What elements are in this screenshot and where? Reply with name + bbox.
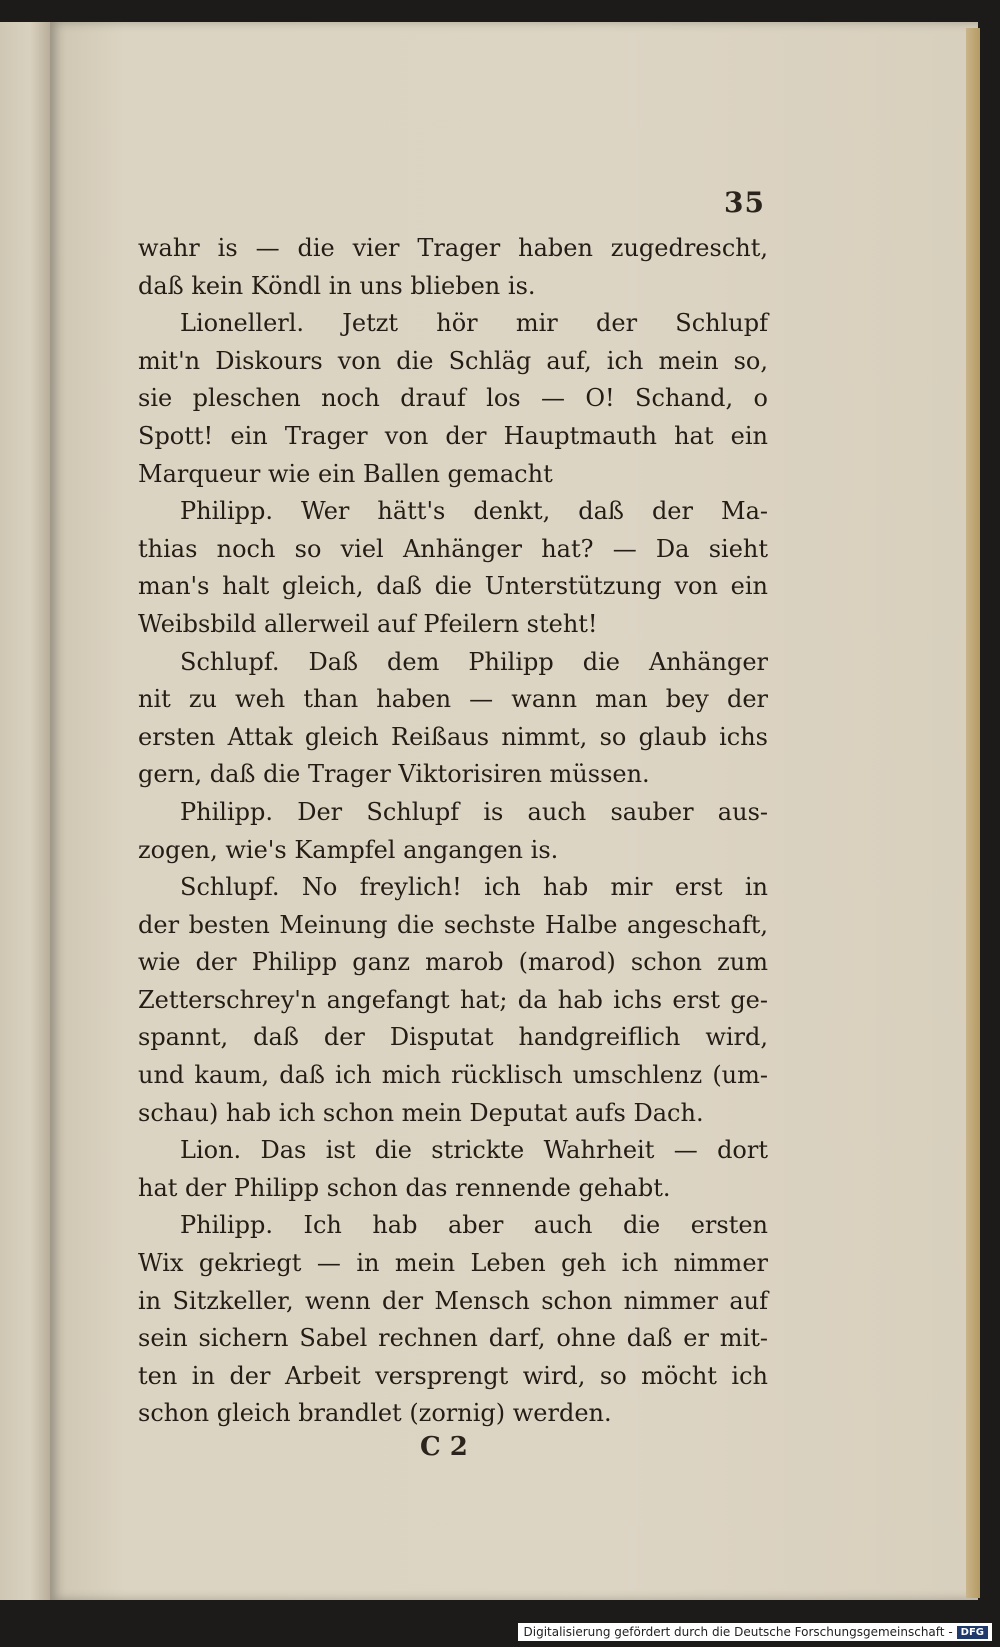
- text-line: Weibsbild allerweil auf Pfeilern steht!: [138, 609, 598, 638]
- text-line: wahr is — die vier Trager haben zugedrescht,: [138, 234, 768, 262]
- text-line: Wix gekriegt — in mein Leben geh ich nimmer: [138, 1249, 768, 1278]
- speaker-line: Schlupf. No freylich! ich hab mir erst in: [180, 873, 768, 902]
- text-line: gern, daß die Trager Viktorisiren müssen.: [138, 760, 650, 789]
- text-line: ersten Attak gleich Reißaus nimmt, so glaub ichs: [138, 722, 768, 751]
- text-line: sie pleschen noch drauf los — O! Schand, o: [138, 384, 768, 413]
- speaker-line: Lionellerl. Jetzt hör mir der Schlupf: [180, 309, 768, 338]
- text-line: nit zu weh than haben — wann man bey der: [138, 685, 768, 714]
- page-number: 35: [724, 186, 765, 219]
- text-line: und kaum, daß ich mich rücklisch umschlenz (um-: [138, 1061, 768, 1090]
- text-line: wie der Philipp ganz marob (marod) schon zum: [138, 948, 768, 977]
- footer-text: Digitalisierung gefördert durch die Deutsche Forschungsgemeinschaft -: [523, 1625, 953, 1639]
- text-line: hat der Philipp schon das rennende gehabt.: [138, 1173, 671, 1202]
- text-line: Spott! ein Trager von der Hauptmauth hat ein: [138, 421, 768, 450]
- text-line: sein sichern Sabel rechnen darf, ohne daß er mit-: [138, 1324, 768, 1353]
- text-line: thias noch so viel Anhänger hat? — Da sieht: [138, 534, 768, 563]
- text-line: man's halt gleich, daß die Unterstützung von ein: [138, 572, 768, 601]
- page-block-edge: [966, 28, 980, 1598]
- signature-mark: C 2: [420, 1432, 468, 1462]
- text-line: ten in der Arbeit versprengt wird, so möcht ich: [138, 1361, 768, 1390]
- dfg-logo: DFG: [957, 1626, 988, 1639]
- text-line: der besten Meinung die sechste Halbe angeschaft,: [138, 910, 768, 939]
- speaker-line: Lion. Das ist die strickte Wahrheit — dort: [180, 1136, 768, 1165]
- text-line: schau) hab ich schon mein Deputat aufs Dach.: [138, 1098, 704, 1127]
- text-line: mit'n Diskours von die Schläg auf, ich mein so,: [138, 346, 768, 375]
- text-line: Marqueur wie ein Ballen gemacht: [138, 459, 553, 488]
- text-line: Zetterschrey'n angefangt hat; da hab ichs erst ge-: [138, 985, 768, 1014]
- text-line: zogen, wie's Kampfel angangen is.: [138, 835, 559, 864]
- text-line: schon gleich brandlet (zornig) werden.: [138, 1399, 612, 1428]
- speaker-line: Schlupf. Daß dem Philipp die Anhänger: [180, 647, 768, 676]
- funding-footer: [518, 1623, 993, 1641]
- speaker-line: Philipp. Wer hätt's denkt, daß der Ma-: [180, 497, 768, 526]
- body-text: [138, 230, 768, 1433]
- speaker-line: Philipp. Der Schlupf is auch sauber aus-: [180, 797, 768, 826]
- text-line: in Sitzkeller, wenn der Mensch schon nimmer auf: [138, 1286, 768, 1315]
- text-line: spannt, daß der Disputat handgreiflich wird,: [138, 1023, 768, 1052]
- facing-page-edge: [0, 22, 50, 1600]
- text-line: daß kein Köndl in uns blieben is.: [138, 271, 536, 300]
- speaker-line: Philipp. Ich hab aber auch die ersten: [180, 1211, 768, 1240]
